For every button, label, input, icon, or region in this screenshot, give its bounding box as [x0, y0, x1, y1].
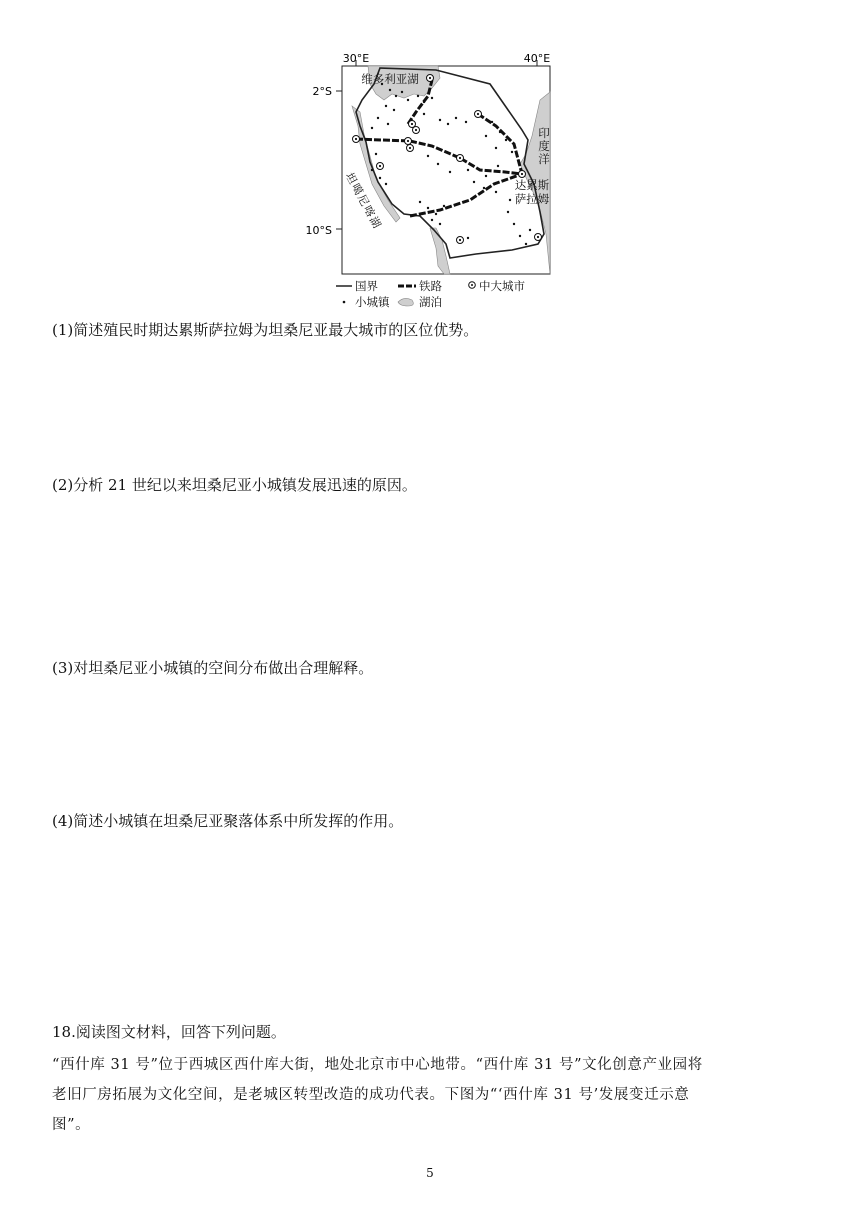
label-lake-tanganyika: [343, 170, 385, 230]
lat-label-10s: 10°S: [305, 224, 332, 237]
railway-south: [410, 174, 522, 216]
label-dar-es-salaam-line: 达累斯: [514, 178, 550, 192]
lon-label-30e: 30°E: [342, 52, 370, 65]
legend-railway-label: 铁路: [419, 279, 442, 293]
label-lake-tanganyika-char: 湖: [366, 214, 384, 231]
label-lake-tanganyika-char: 喀: [360, 203, 378, 220]
question-18-material: [52, 1050, 812, 1140]
tanzania-map: [300, 44, 560, 312]
label-lake-victoria: 维多利亚湖: [361, 72, 419, 86]
label-indian-ocean-char: 印: [538, 126, 550, 140]
legend-big-city-label: 中大城市: [479, 279, 525, 293]
lat-label-2s: 2°S: [312, 85, 332, 98]
label-dar-es-salaam-line: 萨拉姆: [514, 192, 550, 206]
lon-label-40e: 40°E: [523, 52, 551, 65]
map-legend: [336, 279, 525, 309]
label-indian-ocean-char: 度: [538, 139, 550, 153]
legend-town-label: 小城镇: [355, 295, 390, 309]
material-line: 图”。: [52, 1117, 91, 1133]
label-dar-es-salaam: [515, 178, 550, 206]
label-lake-tanganyika-char: 尼: [354, 192, 372, 209]
railway-northeast: [478, 114, 522, 174]
material-line: 老旧厂房拓展为文化空间，是老城区转型改造的成功代表。下图为“‘西什库 31 号’发展变迁示意: [52, 1087, 690, 1103]
page-number: 5: [426, 1166, 434, 1180]
legend-border-label: 国界: [355, 279, 378, 293]
material-line: “西什库 31 号”位于西城区西什库大街，地处北京市中心地带。“西什库 31 号”文化创意产业园将: [52, 1057, 703, 1073]
question-1: (1)简述殖民时期达累斯萨拉姆为坦桑尼亚最大城市的区位优势。: [52, 321, 479, 339]
question-18-title: 18.阅读图文材料，回答下列问题。: [52, 1023, 286, 1041]
legend-lake-label: 湖泊: [419, 295, 442, 309]
question-4: (4)简述小城镇在坦桑尼亚聚落体系中所发挥的作用。: [52, 812, 404, 830]
question-3: (3)对坦桑尼亚小城镇的空间分布做出合理解释。: [52, 659, 374, 677]
label-lake-tanganyika-char: 噶: [348, 181, 366, 198]
lake-nyasa: [430, 228, 450, 274]
question-2: (2)分析 21 世纪以来坦桑尼亚小城镇发展迅速的原因。: [52, 476, 417, 494]
label-indian-ocean-char: 洋: [538, 152, 550, 166]
label-indian-ocean: [538, 126, 550, 166]
label-lake-tanganyika-char: 坦: [342, 170, 360, 187]
